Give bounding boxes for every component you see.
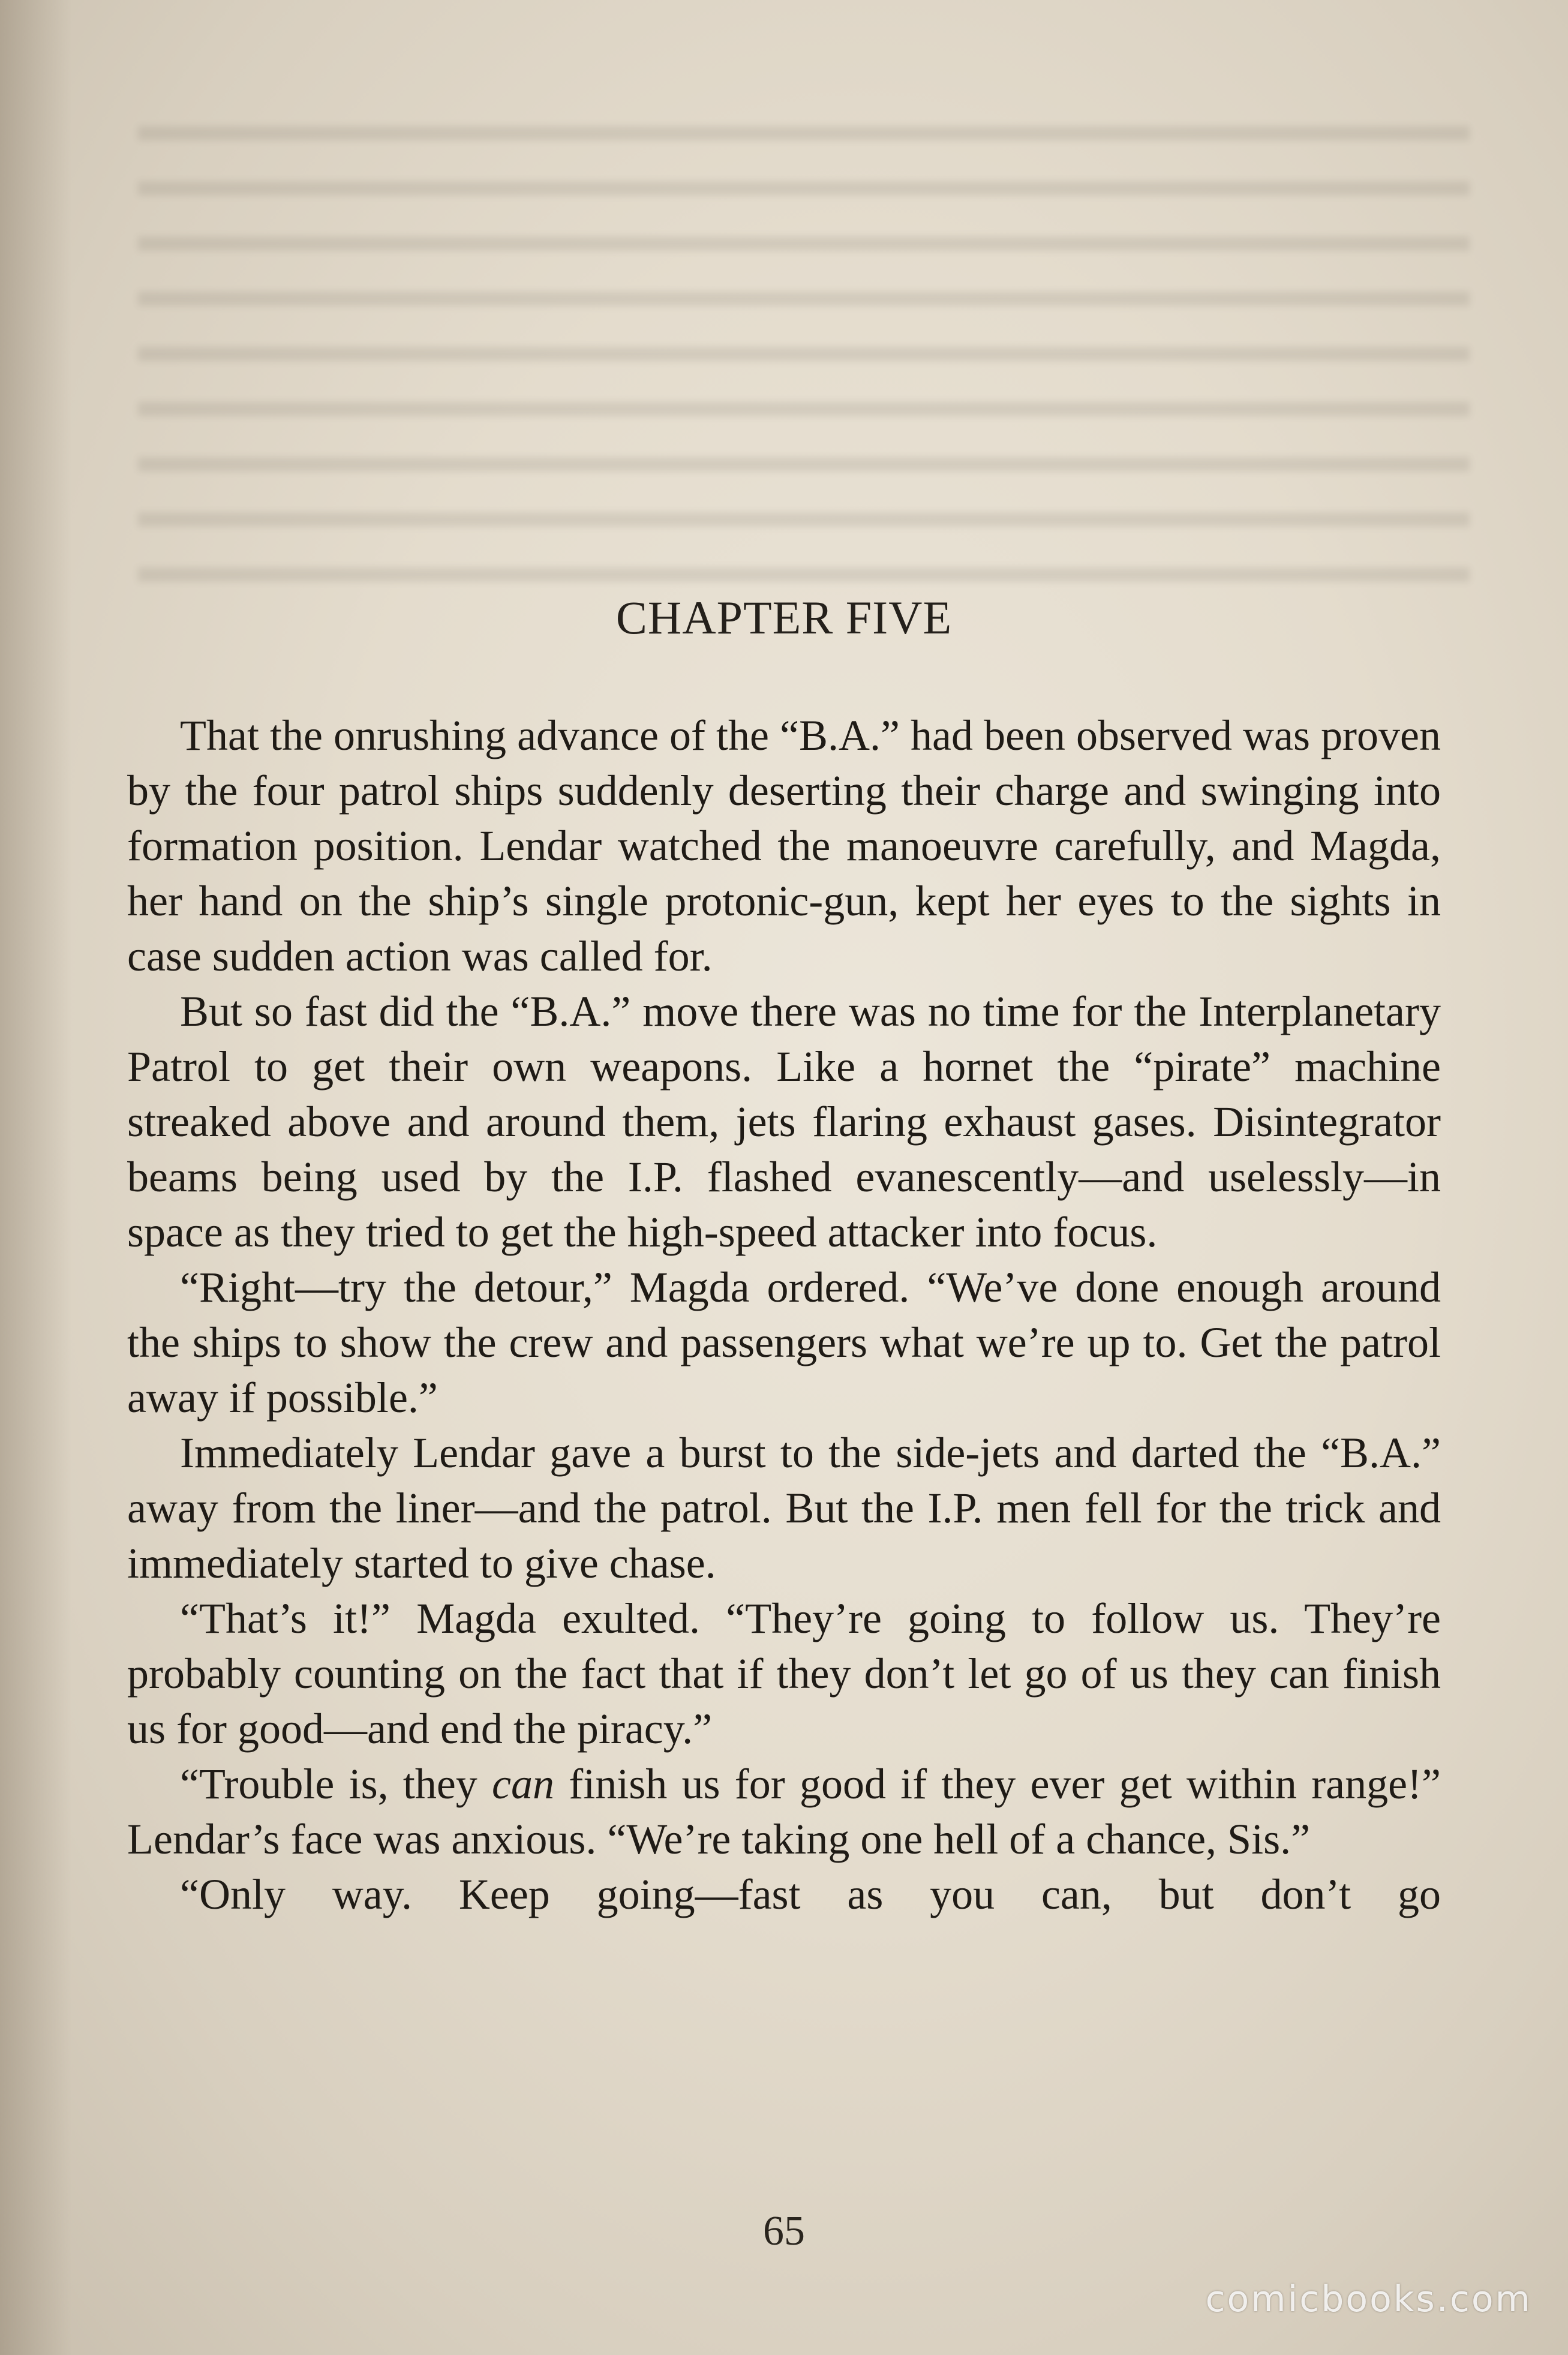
chapter-title: CHAPTER FIVE xyxy=(615,591,953,644)
emphasis-text: can xyxy=(492,1760,555,1808)
paragraph-text: finish us for good if they ever get within range!” Lendar’s face was anxious. “We’re taking one hell of a chance, Sis.” xyxy=(127,1760,1441,1863)
paragraph: “That’s it!” Magda exulted. “They’re going to follow us. They’re probably counting on the fact that if they don’t let go of us they can finish us for good—and end the piracy.” xyxy=(127,1594,1441,1753)
page-gutter-shadow xyxy=(0,0,72,2355)
paragraph xyxy=(127,1756,1441,1867)
show-through-text xyxy=(138,102,1470,594)
paragraph: That the onrushing advance of the “B.A.” had been observed was proven by the four patrol ships suddenly deserting their charge and swinging into formation position. Lendar watched the manoeuvre carefully, and Magda, her hand on the ship’s single protonic-gun, kept her eyes to the sights in case sudden action was called for. xyxy=(127,711,1441,980)
body-text xyxy=(127,708,1441,1922)
page-number: 65 xyxy=(763,2208,805,2254)
paragraph: “Only way. Keep going—fast as you can, but don’t go xyxy=(180,1870,1441,1918)
paragraph: Immediately Lendar gave a burst to the side-jets and darted the “B.A.” away from the liner—and the patrol. But the I.P. men fell for the trick and immediately started to give chase. xyxy=(127,1429,1441,1587)
paragraph-text: “Trouble is, they xyxy=(180,1760,492,1808)
watermark: comicbooks.com xyxy=(1205,2278,1532,2320)
paragraph: But so fast did the “B.A.” move there was no time for the Interplanetary Patrol to get their own weapons. Like a hornet the “pirate” machine streaked above and around them, jets flaring exhaust gases. Disintegrator beams being used by the I.P. flashed evanescently—and uselessly—in space as they tried to get the high-speed attacker into focus. xyxy=(127,987,1441,1256)
paragraph: “Right—try the detour,” Magda ordered. “We’ve done enough around the ships to show the crew and passengers what we’re up to. Get the patrol away if possible.” xyxy=(127,1263,1441,1422)
